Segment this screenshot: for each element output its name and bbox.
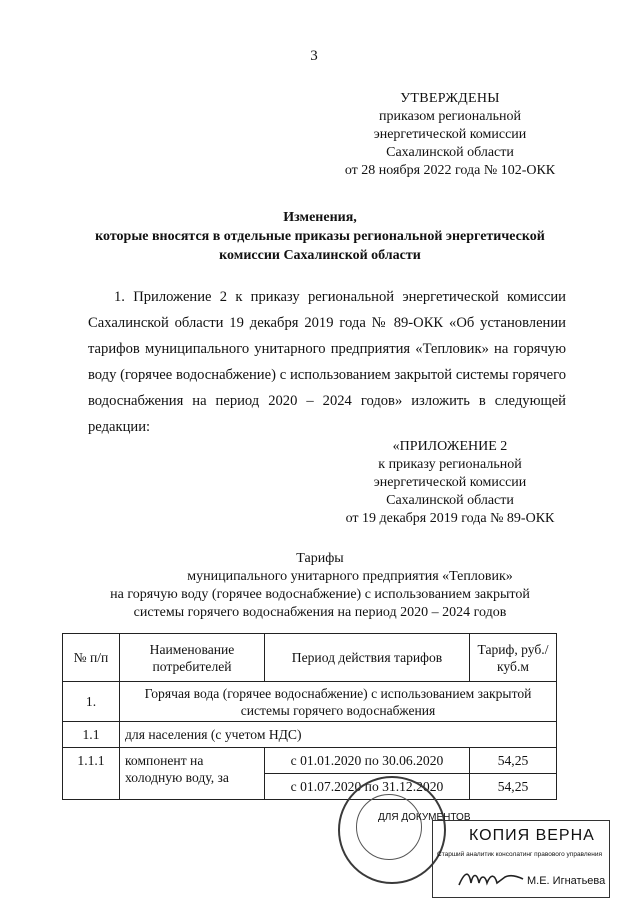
approval-line: Сахалинской области: [386, 145, 514, 160]
table-header-row: [63, 634, 557, 682]
tariffs-title: [60, 550, 580, 622]
approval-heading: УТВЕРЖДЕНЫ: [400, 91, 500, 106]
copy-signer-name: М.Е. Игнатьева: [527, 875, 606, 887]
paragraph-text: 1. Приложение 2 к приказу региональной энергетической комиссии Сахалинской области 19 декабря 2019 года № 89-ОКК «Об установлении тарифов муниципального унитарного предприятия «Тепловик» на горячую воду (горячее водоснабжение) с использованием закрытой системы горячего водоснабжения на период 2020 – 2024 годов» изложить в следующей редакции:: [88, 289, 566, 435]
body-paragraph: [88, 284, 566, 440]
tariffs-title-line: муниципального унитарного предприятия «Тепловик»: [187, 569, 513, 584]
copy-title: КОПИЯ ВЕРНА: [469, 827, 595, 844]
row-number: 1.1: [63, 722, 120, 748]
tariffs-title-line: системы горячего водоснабжения на период 2020 – 2024 годов: [133, 605, 507, 620]
certified-copy-stamp: [432, 820, 610, 898]
tariffs-title-line: на горячую воду (горячее водоснабжение) с использованием закрытой: [110, 587, 530, 602]
tariffs-title-line: Тарифы: [296, 551, 344, 566]
header-cell: Тариф, руб./куб.м: [470, 634, 557, 682]
signature-icon: [457, 867, 527, 891]
appendix-block: [330, 438, 570, 528]
tariff-cell: 54,25: [470, 748, 557, 774]
row-number: 1.1.1: [63, 748, 120, 800]
changes-title: [60, 208, 580, 265]
changes-title-line: комиссии Сахалинской области: [219, 248, 421, 263]
round-seal-inner: [356, 794, 422, 860]
approval-line: от 28 ноября 2022 года № 102-ОКК: [344, 163, 556, 178]
consumer-name: компонент на холодную воду, за: [120, 748, 265, 800]
period-cell: с 01.01.2020 по 30.06.2020: [265, 748, 470, 774]
header-cell: Наименование потребителей: [120, 634, 265, 682]
approval-line: приказом региональной: [379, 109, 521, 124]
section-text: Горячая вода (горячее водоснабжение) с использованием закрытой системы горячего водоснабжения: [120, 682, 557, 722]
row-number: 1.: [63, 682, 120, 722]
table-row: [63, 722, 557, 748]
approval-block: [330, 90, 570, 180]
appendix-line: «ПРИЛОЖЕНИЕ 2: [392, 439, 508, 454]
header-cell: № п/п: [63, 634, 120, 682]
table-row: [63, 682, 557, 722]
period-cell: с 01.07.2020 по 31.12.2020: [265, 774, 470, 800]
subsection-text: для населения (с учетом НДС): [120, 722, 557, 748]
seal-for-documents: ДЛЯ ДОКУМЕНТОВ: [378, 812, 471, 823]
appendix-line: от 19 декабря 2019 года № 89-ОКК: [345, 511, 555, 526]
changes-title-line: которые вносятся в отдельные приказы региональной энергетической: [95, 229, 545, 244]
changes-title-line: Изменения,: [283, 210, 357, 225]
tariff-table: [62, 633, 557, 800]
appendix-line: к приказу региональной: [378, 457, 522, 472]
appendix-line: энергетической комиссии: [373, 475, 527, 490]
header-cell: Период действия тарифов: [265, 634, 470, 682]
tariff-cell: 54,25: [470, 774, 557, 800]
copy-position: Старший аналитик консолатинг правового управления: [437, 851, 603, 858]
approval-line: энергетической комиссии: [373, 127, 527, 142]
page-number: 3: [310, 48, 318, 64]
table-row: [63, 748, 557, 774]
appendix-line: Сахалинской области: [386, 493, 514, 508]
